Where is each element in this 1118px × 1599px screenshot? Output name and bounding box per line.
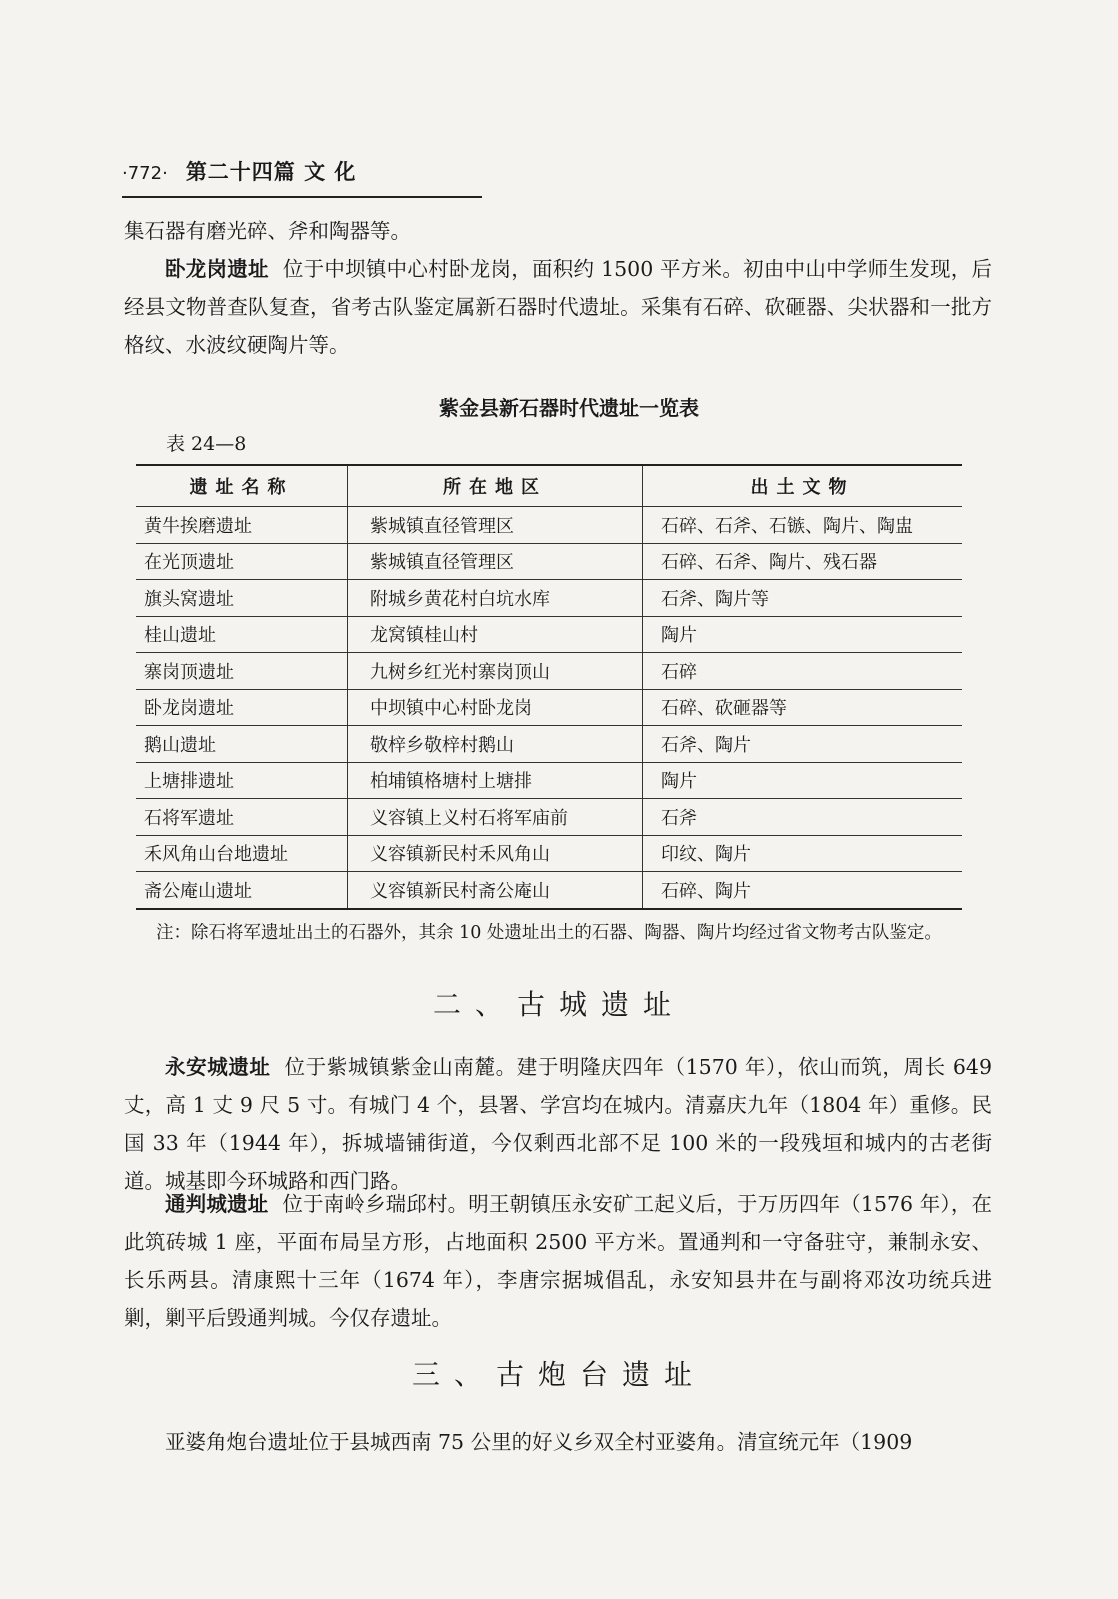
table-row (136, 762, 962, 799)
wolonggang-text: 位于中坝镇中心村卧龙岗，面积约 1500 平方米。初由中山中学师生发现，后经县文物普查队复查，省考古队鉴定属新石器时代遗址。采集有石碎、砍砸器、尖状器和一批方格纹、水波纹硬陶片等。 (124, 257, 993, 357)
cell-location: 义容镇上义村石将军庙前 (348, 799, 643, 836)
table-label: 表 24—8 (166, 433, 247, 455)
cell-location: 九树乡红光村寨岗顶山 (348, 653, 643, 690)
cell-artifacts: 陶片 (643, 762, 963, 799)
cell-artifacts: 石斧 (643, 799, 963, 836)
table-note: 注：除石将军遗址出土的石器外，其余 10 处遗址出土的石器、陶器、陶片均经过省文物考古队鉴定。 (156, 923, 942, 943)
page-number: ·772· (122, 163, 168, 184)
table-row (136, 726, 962, 763)
header-site-name: 遗址名称 (136, 465, 348, 507)
section-heading-ancient-fort: 三、古炮台遗址 (411, 1358, 706, 1391)
cell-location: 义容镇新民村禾风角山 (348, 835, 643, 872)
cell-site-name: 寨岗顶遗址 (136, 653, 348, 690)
table-row (136, 799, 962, 836)
yongan-paragraph (124, 1048, 992, 1200)
cell-location: 附城乡黄花村白坑水库 (348, 580, 643, 617)
running-header (122, 158, 482, 198)
table-row (136, 580, 962, 617)
cell-artifacts: 石碎、砍砸器等 (643, 689, 963, 726)
yongan-term: 永安城遗址 (165, 1055, 271, 1079)
table-title: 紫金县新石器时代遗址一览表 (439, 396, 699, 420)
tongpan-text: 位于南岭乡瑞邱村。明王朝镇压永安矿工起义后，于万历四年（1576 年），在此筑砖城 1 座，平面布局呈方形，占地面积 2500 平方米。置通判和一守备驻守，兼制永安、长乐两县。清康熙十三年（1674 年），李唐宗据城倡乱，永安知县井在与副将邓汝功统兵进剿，剿平后毁通判城。今仅存遗址。 (124, 1192, 993, 1330)
cell-site-name: 石将军遗址 (136, 799, 348, 836)
cell-artifacts: 石碎、石斧、石镞、陶片、陶盅 (643, 507, 963, 544)
cell-artifacts: 石斧、陶片等 (643, 580, 963, 617)
cell-site-name: 桂山遗址 (136, 616, 348, 653)
cell-location: 中坝镇中心村卧龙岗 (348, 689, 643, 726)
cell-site-name: 禾风角山台地遗址 (136, 835, 348, 872)
cell-site-name: 卧龙岗遗址 (136, 689, 348, 726)
cell-location: 敬梓乡敬梓村鹅山 (348, 726, 643, 763)
wolonggang-paragraph (124, 250, 992, 364)
yongan-text: 位于紫城镇紫金山南麓。建于明隆庆四年（1570 年），依山而筑，周长 649 丈，高 1 丈 9 尺 5 寸。有城门 4 个，县署、学宫均在城内。清嘉庆九年（1804 年）重修。民国 33 年（1944 年），拆城墙铺街道，今仅剩西北部不足 100 米的一段残垣和城内的古老街道。城基即今环城路和西门路。 (124, 1055, 992, 1193)
table-body (136, 507, 962, 909)
table-row (136, 835, 962, 872)
cell-location: 龙窝镇桂山村 (348, 616, 643, 653)
cell-site-name: 旗头窝遗址 (136, 580, 348, 617)
cell-location: 紫城镇直径管理区 (348, 543, 643, 580)
sites-table (136, 464, 962, 910)
tongpan-term: 通判城遗址 (165, 1192, 269, 1216)
cell-location: 义容镇新民村斋公庵山 (348, 872, 643, 909)
table-row (136, 653, 962, 690)
cell-site-name: 在光顶遗址 (136, 543, 348, 580)
table-row (136, 616, 962, 653)
section-heading-ancient-city: 二、古城遗址 (432, 988, 685, 1021)
cell-site-name: 斋公庵山遗址 (136, 872, 348, 909)
table-row (136, 507, 962, 544)
cell-location: 柏埔镇格塘村上塘排 (348, 762, 643, 799)
table-row (136, 543, 962, 580)
cell-artifacts: 印纹、陶片 (643, 835, 963, 872)
cell-artifacts: 陶片 (643, 616, 963, 653)
wolonggang-term: 卧龙岗遗址 (165, 257, 269, 281)
cell-site-name: 黄牛挨磨遗址 (136, 507, 348, 544)
header-location: 所在地区 (348, 465, 643, 507)
cell-site-name: 鹅山遗址 (136, 726, 348, 763)
cell-location: 紫城镇直径管理区 (348, 507, 643, 544)
table-row (136, 872, 962, 909)
cell-artifacts: 石碎、石斧、陶片、残石器 (643, 543, 963, 580)
intro-paragraph: 集石器有磨光碎、斧和陶器等。 (124, 219, 411, 243)
tongpan-paragraph (124, 1185, 992, 1337)
cell-artifacts: 石碎、陶片 (643, 872, 963, 909)
cell-site-name: 上塘排遗址 (136, 762, 348, 799)
chapter-title: 第二十四篇 文 化 (185, 160, 357, 184)
header-artifacts: 出土文物 (643, 465, 963, 507)
table-row (136, 689, 962, 726)
cell-artifacts: 石斧、陶片 (643, 726, 963, 763)
fort-paragraph: 亚婆角炮台遗址位于县城西南 75 公里的好义乡双全村亚婆角。清宣统元年（1909 (165, 1430, 913, 1454)
table-header-row (136, 465, 962, 507)
cell-artifacts: 石碎 (643, 653, 963, 690)
